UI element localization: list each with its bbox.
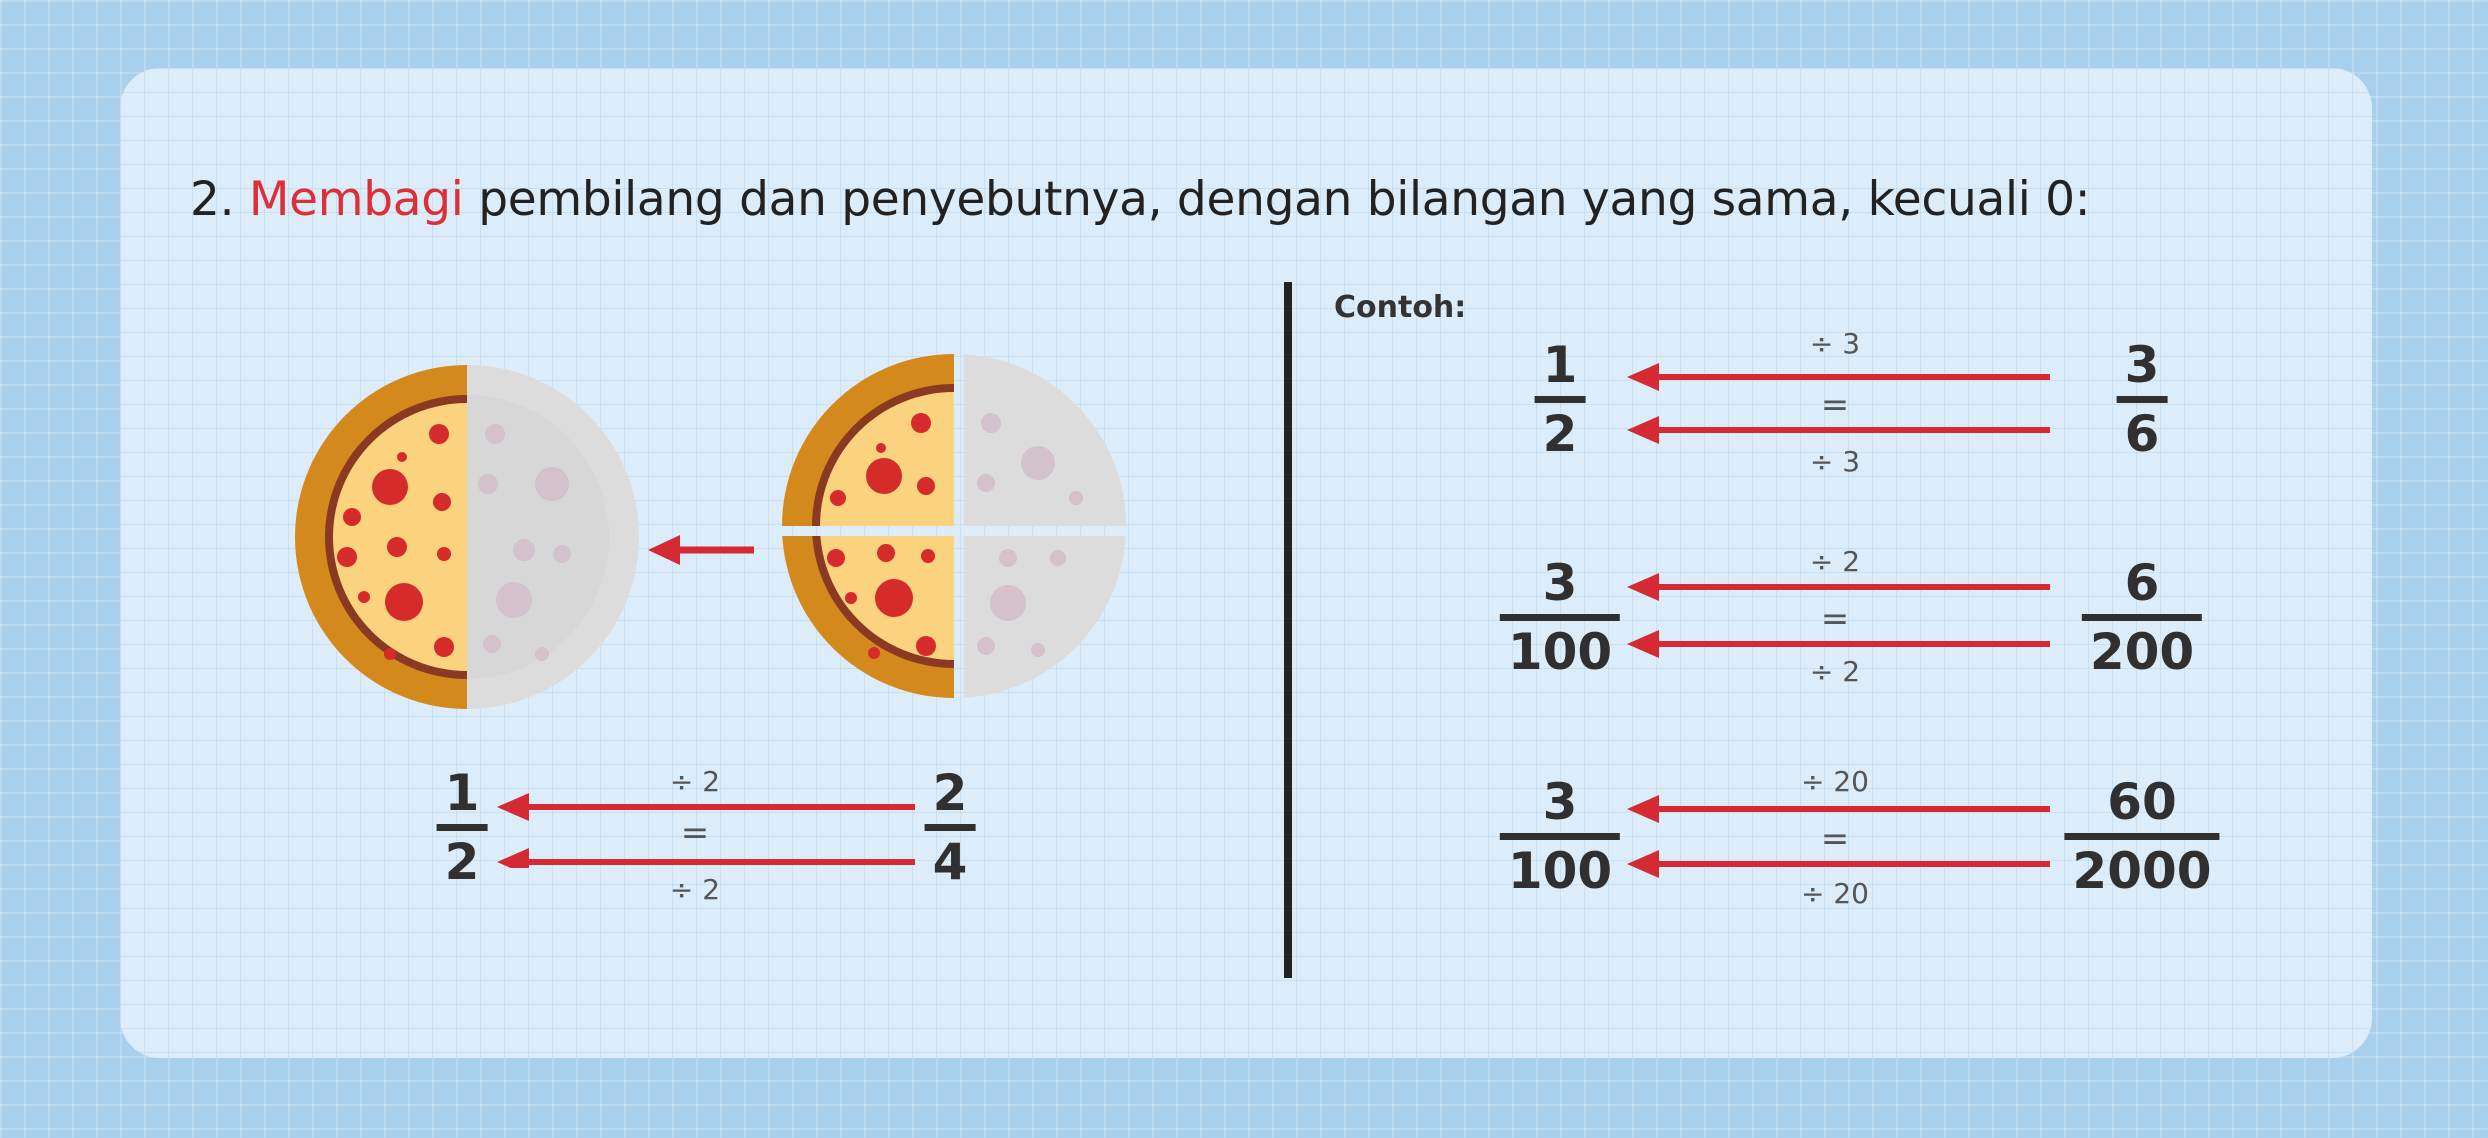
equals-sign: =	[1820, 599, 1850, 639]
numerator: 60	[2107, 773, 2177, 831]
fraction-right	[925, 764, 976, 891]
denominator: 100	[1500, 833, 1620, 896]
numerator: 3	[2124, 336, 2160, 394]
division-operator-top: ÷ 2	[1809, 545, 1861, 578]
division-operator-bottom: ÷ 20	[1801, 877, 1869, 910]
numerator: 1	[444, 764, 480, 822]
rule-number: 2.	[190, 172, 249, 227]
left-arrow-icon	[1625, 790, 2050, 890]
left-arrow-icon	[495, 788, 915, 868]
equals-sign: =	[1820, 819, 1850, 859]
denominator: 2	[437, 824, 488, 887]
left-arrow-icon	[646, 530, 756, 570]
denominator: 200	[2082, 614, 2202, 677]
example-1-left-fraction	[1535, 336, 1586, 463]
example-3-right-fraction	[2064, 773, 2219, 900]
rule-heading	[190, 172, 2090, 227]
half-pizza-icon	[292, 362, 642, 712]
denominator: 100	[1500, 614, 1620, 677]
division-operator-top: ÷ 2	[669, 765, 721, 798]
left-arrow-icon	[1625, 568, 2050, 668]
denominator: 4	[925, 824, 976, 887]
equals-sign: =	[680, 813, 710, 853]
example-2-left-fraction	[1500, 554, 1620, 681]
division-operator-bottom: ÷ 2	[1809, 655, 1861, 688]
vertical-divider	[1284, 282, 1292, 978]
division-operator-bottom: ÷ 2	[669, 873, 721, 906]
denominator: 2	[1535, 396, 1586, 459]
division-operator-top: ÷ 3	[1809, 327, 1861, 360]
example-1-right-fraction	[2117, 336, 2168, 463]
division-operator-bottom: ÷ 3	[1809, 445, 1861, 478]
division-operator-top: ÷ 20	[1801, 765, 1869, 798]
denominator: 2000	[2064, 833, 2219, 896]
denominator: 6	[2117, 396, 2168, 459]
numerator: 3	[1542, 773, 1578, 831]
left-arrow-icon	[1625, 358, 2050, 458]
rule-text: pembilang dan penyebutnya, dengan bilangan yang sama, kecuali 0:	[463, 172, 2091, 227]
quarter-pizza-icon	[776, 348, 1142, 714]
example-label: Contoh:	[1334, 290, 1467, 325]
numerator: 1	[1542, 336, 1578, 394]
fraction-left	[437, 764, 488, 891]
numerator: 3	[1542, 554, 1578, 612]
example-3-left-fraction	[1500, 773, 1620, 900]
numerator: 2	[932, 764, 968, 822]
equals-sign: =	[1820, 385, 1850, 425]
numerator: 6	[2124, 554, 2160, 612]
example-2-right-fraction	[2082, 554, 2202, 681]
rule-highlight: Membagi	[248, 172, 464, 227]
